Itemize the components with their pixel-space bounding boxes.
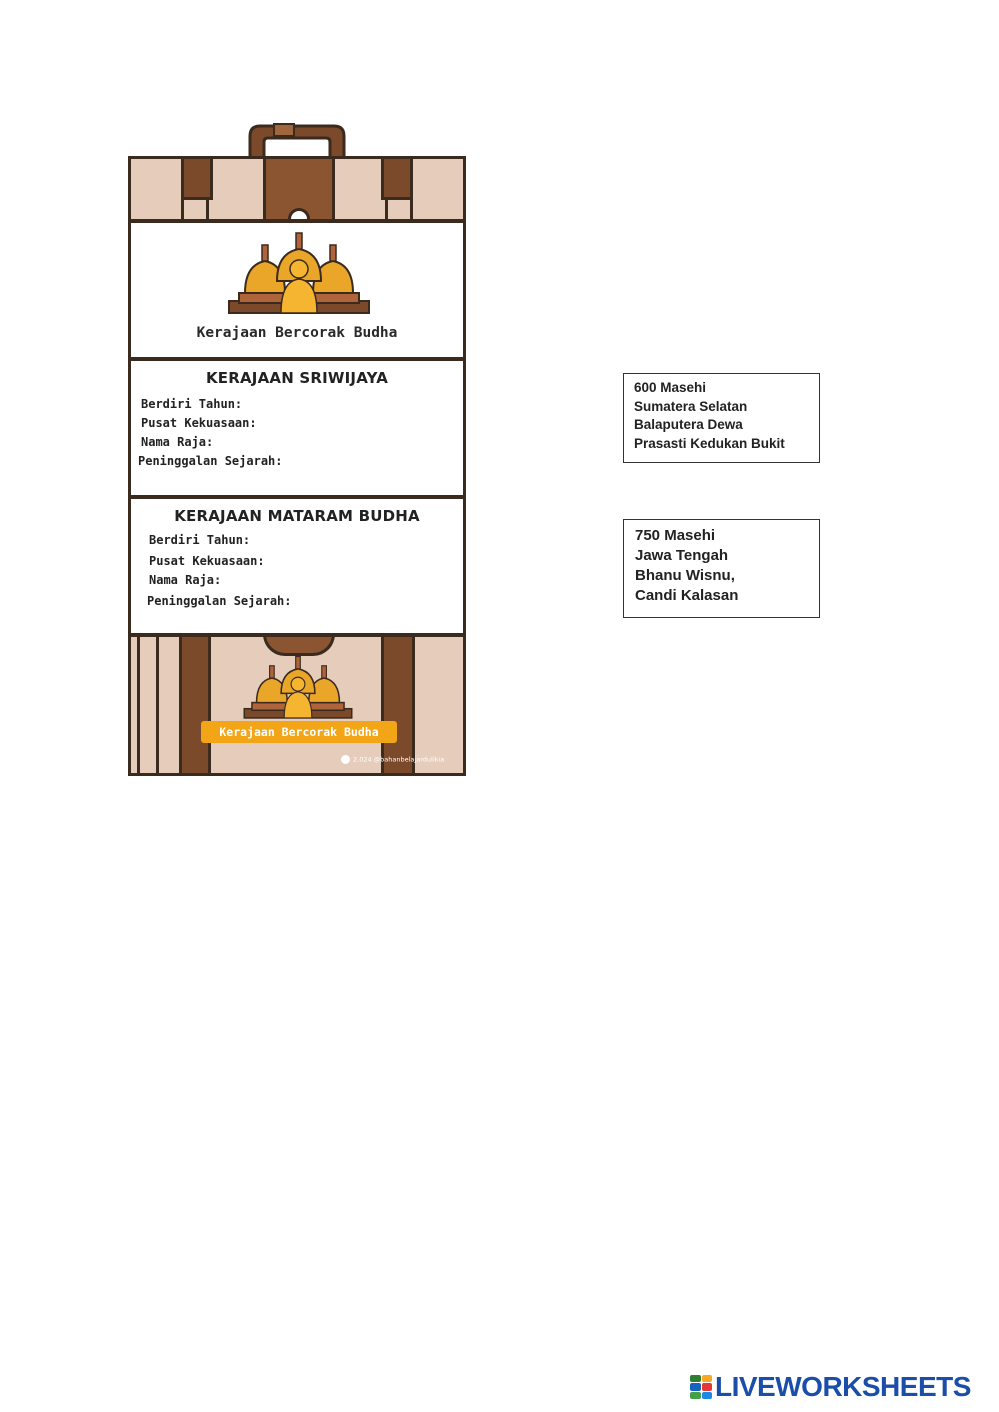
answer-line: 750 Masehi xyxy=(635,527,716,544)
suitcase-card xyxy=(126,122,468,778)
field-label-berdiri-tahun: Berdiri Tahun: xyxy=(141,397,243,411)
strap xyxy=(179,634,211,776)
header-panel xyxy=(128,220,466,360)
answer-box-mataram[interactable] xyxy=(623,519,820,618)
suitcase-top-band xyxy=(128,156,466,222)
answer-line: 600 Masehi xyxy=(634,380,707,395)
field-label-nama-raja: Nama Raja: xyxy=(141,435,214,449)
answer-line: Sumatera Selatan xyxy=(634,398,748,414)
field-label-peninggalan-sejarah: Peninggalan Sejarah: xyxy=(147,594,292,608)
band-stripe xyxy=(137,637,159,773)
center-clasp xyxy=(263,156,335,222)
answer-line: Bhanu Wisnu, xyxy=(635,567,735,584)
answer-line: Jawa Tengah xyxy=(635,547,729,564)
stupa-temple-icon xyxy=(235,655,361,721)
credit-text: 2.024 @bahanbelajardulikia xyxy=(341,755,444,764)
header-title: Kerajaan Bercorak Budha xyxy=(196,325,398,341)
field-label-pusat-kekuasaan: Pusat Kekuasaan: xyxy=(149,554,265,568)
stupa-temple-icon xyxy=(221,231,377,317)
answer-line: Balaputera Dewa xyxy=(634,417,743,432)
answer-line: Prasasti Kedukan Bukit xyxy=(634,435,785,451)
liveworksheets-logo-icon xyxy=(690,1375,712,1399)
bottom-clasp xyxy=(263,634,335,656)
section-title: KERAJAAN MATARAM BUDHA xyxy=(174,507,420,525)
field-label-peninggalan-sejarah: Peninggalan Sejarah: xyxy=(138,454,283,468)
liveworksheets-logo-text: LIVEWORKSHEETS xyxy=(715,1371,971,1402)
section-title: KERAJAAN SRIWIJAYA xyxy=(205,369,389,387)
answer-line: Candi Kalasan xyxy=(635,587,739,604)
tiktok-icon xyxy=(341,755,350,764)
section-mataram-budha xyxy=(128,496,466,636)
footer-label: Kerajaan Bercorak Budha xyxy=(201,721,397,743)
field-label-nama-raja: Nama Raja: xyxy=(149,573,222,587)
field-label-pusat-kekuasaan: Pusat Kekuasaan: xyxy=(141,416,257,430)
section-sriwijaya xyxy=(128,358,466,498)
suitcase-bottom-band xyxy=(128,634,466,776)
answer-box-sriwijaya[interactable] xyxy=(623,373,820,463)
field-label-berdiri-tahun: Berdiri Tahun: xyxy=(149,533,251,547)
strap xyxy=(381,156,413,200)
liveworksheets-logo[interactable] xyxy=(690,1372,971,1402)
strap xyxy=(181,156,213,200)
